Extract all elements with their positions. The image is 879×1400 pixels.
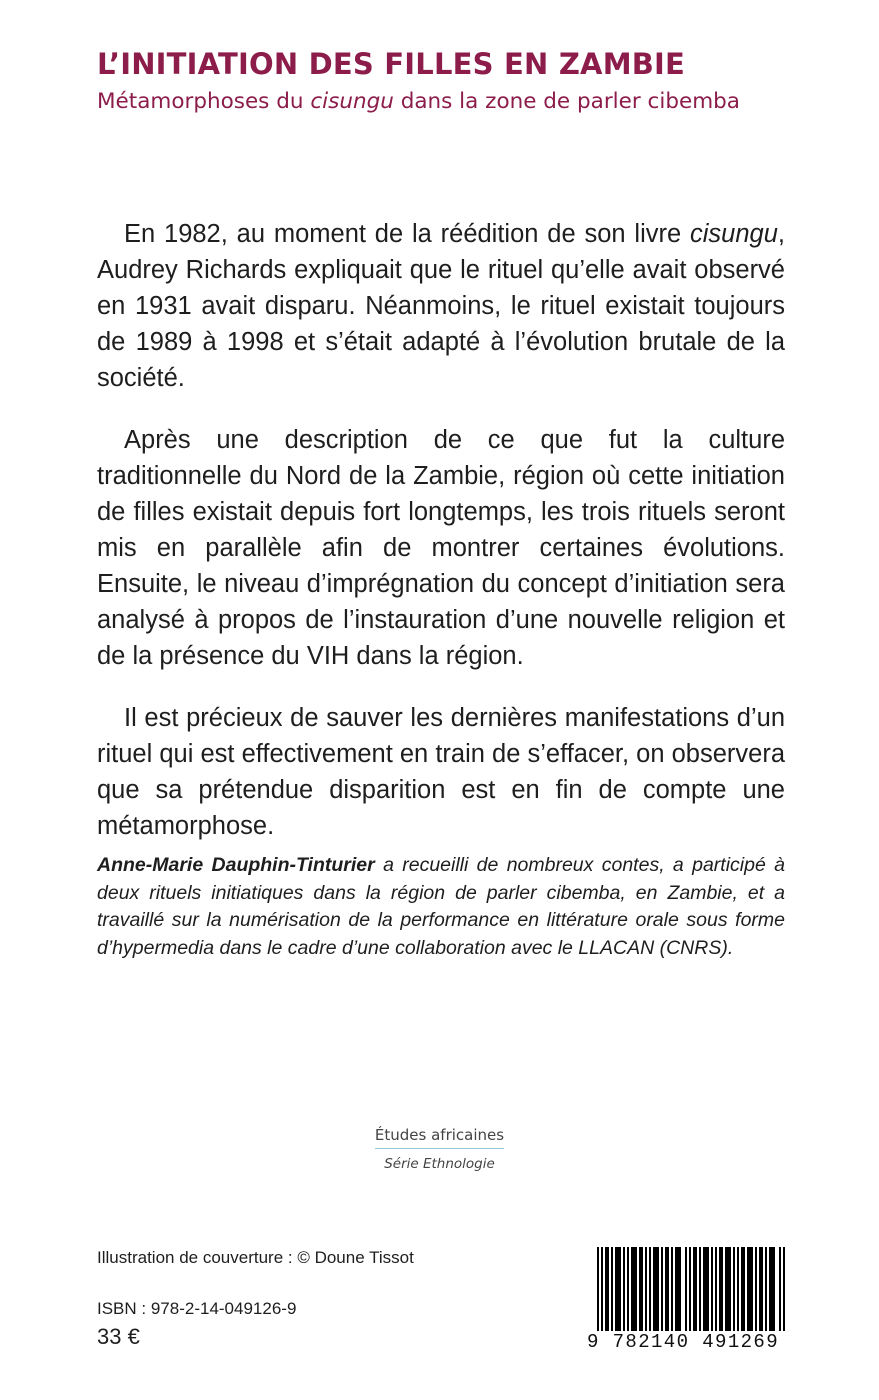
blurb bbox=[97, 216, 785, 870]
author-bio bbox=[97, 852, 785, 962]
subtitle-post: dans la zone de parler cibemba bbox=[393, 89, 740, 114]
subtitle-pre: Métamorphoses du bbox=[97, 89, 311, 114]
series-name: Études africaines bbox=[375, 1126, 504, 1149]
isbn: ISBN : 978-2-14-049126-9 bbox=[97, 1299, 297, 1318]
blurb-paragraph-1 bbox=[97, 216, 785, 396]
blurb-p1-post: , Audrey Richards expliquait que le rituel qu’elle avait observé en 1931 avait disparu. Néanmoins, le rituel existait toujours de 1989 à 1998 et s’était adapté à l’évolution brutale de la société. bbox=[97, 220, 785, 392]
price: 33 € bbox=[97, 1324, 140, 1349]
series-subseries: Série Ethnologie bbox=[384, 1156, 495, 1172]
book-title: L’INITIATION DES FILLES EN ZAMBIE bbox=[97, 47, 686, 81]
blurb-paragraph-2: Après une description de ce que fut la culture traditionnelle du Nord de la Zambie, région où cette initiation de filles existait depuis fort longtemps, les trois rituels seront mis en parallèle afin de montrer certaines évolutions. Ensuite, le niveau d’imprégnation du concept d’initiation sera analysé à propos de l’instauration d’une nouvelle religion et de la présence du VIH dans la région. bbox=[97, 426, 785, 670]
blurb-p1-pre: En 1982, au moment de la réédition de son livre bbox=[124, 220, 690, 248]
author-bio-text: a recueilli de nombreux contes, a participé à deux rituels initiatiques dans la région de parler cibemba, en Zambie, et a travaillé sur la numérisation de la performance en littérature orale sous forme d’hypermedia dans le cadre d’une collaboration avec le LLACAN (CNRS). bbox=[97, 854, 785, 959]
subtitle-italic-term: cisungu bbox=[310, 89, 394, 114]
blurb-paragraph-3: Il est précieux de sauver les dernières manifestations d’un rituel qui est effectivement en train de s’effacer, on observera que sa prétendue disparition est en fin de compte une métamorphose. bbox=[97, 704, 785, 840]
book-subtitle bbox=[97, 89, 740, 114]
barcode-digits: 9 782140 491269 bbox=[587, 1331, 787, 1355]
blurb-p1-italic-term: cisungu bbox=[690, 220, 778, 248]
barcode bbox=[587, 1247, 787, 1357]
cover-illustration-credit: Illustration de couverture : © Doune Tissot bbox=[97, 1248, 414, 1267]
author-name: Anne-Marie Dauphin-Tinturier bbox=[97, 854, 375, 876]
series-block bbox=[0, 1125, 879, 1172]
